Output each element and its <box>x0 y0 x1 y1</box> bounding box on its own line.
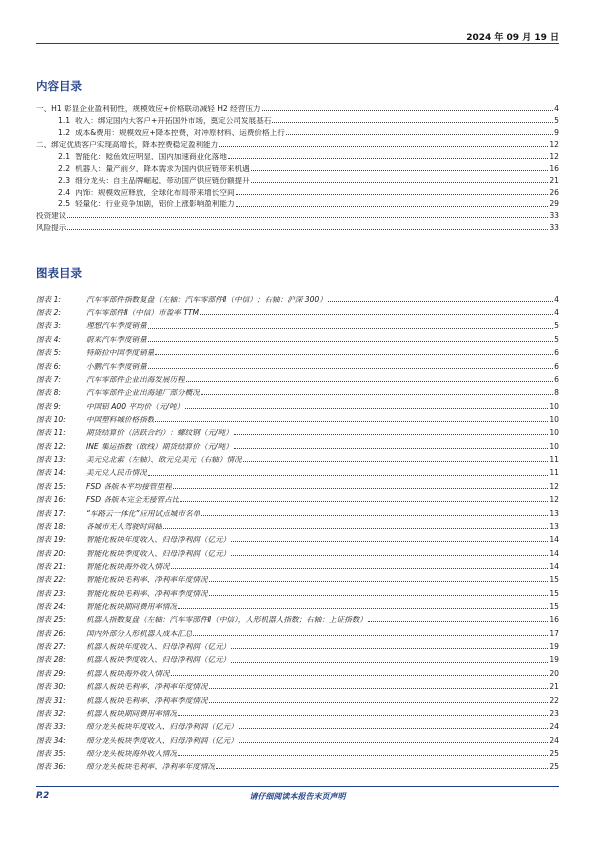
figure-entry-title: 机器人板块期间费用率情况 <box>86 709 178 718</box>
toc-entry-title: 细分龙头：自主品牌崛起，带动国产供应链份额提升 <box>75 176 250 185</box>
dot-leader <box>231 648 548 649</box>
toc-entry-title: 收入：绑定国内大客户+开拓国外市场，奠定公司发展基石 <box>75 117 272 125</box>
figure-entry-number: 图表 1: <box>36 294 61 304</box>
figure-entry-number: 图表 30: <box>36 682 66 692</box>
figure-entry[interactable] <box>36 464 559 477</box>
dot-leader <box>201 515 548 516</box>
dot-leader <box>209 702 549 703</box>
toc-entry[interactable] <box>36 172 559 184</box>
figure-entry[interactable] <box>36 637 559 650</box>
dot-leader <box>200 314 553 315</box>
toc-entry-page: 9 <box>554 128 559 138</box>
dot-leader <box>178 608 548 609</box>
figure-entry-page: 14 <box>549 561 559 571</box>
figure-entry[interactable] <box>36 303 559 316</box>
toc-entry-number: 2.1 <box>58 151 71 161</box>
dot-leader <box>251 170 549 171</box>
figure-entry[interactable] <box>36 677 559 690</box>
toc-entry-page: 16 <box>549 163 559 173</box>
figure-entry-title: 各城市无人驾驶时间轴 <box>86 522 162 531</box>
dot-leader <box>178 715 548 716</box>
toc-heading: 内容目录 <box>36 79 82 93</box>
dot-leader <box>209 595 549 596</box>
figure-entry-page: 11 <box>549 455 559 465</box>
dot-leader <box>201 394 553 395</box>
toc-entry-number: 2.4 <box>58 187 71 197</box>
figure-entry[interactable] <box>36 664 559 677</box>
figure-entry-page: 13 <box>549 508 559 518</box>
figure-entry-number: 图表 6: <box>36 361 61 371</box>
report-date: 2024 年 09 月 19 日 <box>466 33 559 43</box>
toc-entry-page: 5 <box>554 116 559 126</box>
figure-entry-number: 图表 24: <box>36 602 66 612</box>
figure-entry-title: 机器人指数复盘（左轴：汽车零部件Ⅱ（中信），人形机器人指数；右轴：上证指数） <box>86 616 367 624</box>
toc-entry-page: 33 <box>549 223 559 233</box>
figure-entry[interactable] <box>36 370 559 383</box>
figure-entry-number: 图表 16: <box>36 495 66 505</box>
figure-entry-number: 图表 35: <box>36 748 66 758</box>
toc-entry-title: 机器人：量产前夕，降本需求为国内供应链带来机遇 <box>75 164 250 173</box>
figure-entry[interactable] <box>36 397 559 410</box>
figure-entry-number: 图表 20: <box>36 548 66 558</box>
dot-leader <box>262 110 554 111</box>
dot-leader <box>243 461 549 462</box>
dot-leader <box>286 134 553 135</box>
dot-leader <box>236 206 549 207</box>
figure-entry-number: 图表 7: <box>36 374 61 384</box>
figure-entry-page: 6 <box>554 348 559 358</box>
dot-leader <box>216 768 548 769</box>
figure-entry-title: 汽车零部件指数复盘（左轴：汽车零部件Ⅱ（中信）；右轴：沪深 300） <box>86 295 327 304</box>
figure-entry-title: 智能化板块海外收入情况 <box>86 562 170 571</box>
figure-entry[interactable] <box>36 651 559 664</box>
figure-entry-title: 智能化板块毛利率、净利率季度情况 <box>86 589 208 598</box>
figure-entry-title: 汽车零部件企业出海建厂部分概况 <box>86 389 200 397</box>
toc-entry[interactable] <box>36 101 559 113</box>
figure-entry-page: 12 <box>549 481 559 491</box>
figure-entry-title: FSD 各版本完全无接管占比 <box>86 496 180 504</box>
figure-entry-number: 图表 17: <box>36 508 66 518</box>
figure-entry-number: 图表 25: <box>36 615 66 625</box>
figure-entry-title: “车路云一体化”应用试点城市名单 <box>86 509 201 518</box>
figure-entry[interactable] <box>36 530 559 543</box>
toc-entry-title: 二、绑定优质客户实现高增长，降本控费稳定盈利能力 <box>36 140 219 149</box>
dot-leader <box>219 146 548 147</box>
dot-leader <box>178 755 548 756</box>
dot-leader <box>155 421 548 422</box>
toc-entry[interactable] <box>36 220 559 232</box>
dot-leader <box>193 635 548 636</box>
figure-entry-number: 图表 13: <box>36 455 66 465</box>
figure-entry-page: 15 <box>549 602 559 612</box>
figure-entry[interactable] <box>36 704 559 717</box>
dot-leader <box>231 555 548 556</box>
dot-leader <box>148 328 553 329</box>
figure-entry-page: 10 <box>549 401 559 411</box>
figure-entry-number: 图表 36: <box>36 762 66 772</box>
toc-entry-title: 轻量化：行业竞争加剧，铝价上涨影响盈利能力 <box>75 200 235 209</box>
dot-leader <box>185 408 548 409</box>
figure-entry-title: 美元兑人民币情况 <box>86 469 147 478</box>
figure-entry-page: 17 <box>549 628 559 638</box>
figure-entry-title: 中国铝 A00 平均价（元/吨） <box>86 402 185 411</box>
figure-entry-number: 图表 34: <box>36 735 66 745</box>
figure-entry[interactable] <box>36 450 559 463</box>
figure-entry-page: 20 <box>549 668 559 678</box>
figure-entry[interactable] <box>36 477 559 490</box>
dot-leader <box>228 158 548 159</box>
toc-entry-page: 26 <box>549 187 559 197</box>
toc-entry-title: 智能化：鲶鱼效应明显，国内加速商业化落地 <box>75 152 227 161</box>
figure-entry-page: 5 <box>554 321 559 331</box>
figure-entry-title: 汽车零部件企业出海发展历程 <box>86 375 185 384</box>
figure-entry-title: 汽车零部件Ⅱ（中信）市盈率 TTM <box>86 309 200 317</box>
figure-entry[interactable] <box>36 544 559 557</box>
figure-entry-number: 图表 18: <box>36 521 66 531</box>
figure-entry[interactable] <box>36 490 559 503</box>
toc-list <box>36 101 559 232</box>
figure-entry-page: 10 <box>549 428 559 438</box>
toc-entry-number: 1.2 <box>58 128 71 138</box>
dot-leader <box>234 434 548 435</box>
toc-entry-page: 4 <box>554 104 559 114</box>
dot-leader <box>234 448 549 449</box>
figure-entry-title: 机器人板块毛利率、净利率年度情况 <box>86 683 208 691</box>
toc-entry[interactable] <box>36 113 559 125</box>
toc-entry-page: 21 <box>549 175 559 185</box>
figure-entry-number: 图表 15: <box>36 481 66 491</box>
dot-leader <box>328 301 553 302</box>
figure-entry-page: 21 <box>549 682 559 692</box>
dot-leader <box>148 475 549 476</box>
figure-entry[interactable] <box>36 718 559 731</box>
dot-leader <box>148 368 553 369</box>
figure-index-list <box>36 290 559 771</box>
dot-leader <box>231 541 548 542</box>
dot-leader <box>231 662 548 663</box>
figure-entry-page: 14 <box>549 548 559 558</box>
figure-entry[interactable] <box>36 611 559 624</box>
figure-entry-number: 图表 28: <box>36 655 66 665</box>
figure-entry-page: 8 <box>554 388 559 398</box>
figure-entry-page: 13 <box>549 521 559 531</box>
toc-entry[interactable] <box>36 149 559 161</box>
toc-entry[interactable] <box>36 208 559 220</box>
figure-entry-page: 12 <box>549 495 559 505</box>
figure-entry-page: 10 <box>549 441 559 451</box>
figure-entry[interactable] <box>36 330 559 343</box>
figure-entry-number: 图表 9: <box>36 401 61 411</box>
toc-entry-number: 2.3 <box>58 175 71 185</box>
figure-entry[interactable] <box>36 758 559 771</box>
figure-entry-page: 4 <box>554 308 559 318</box>
figure-entry-title: 蔚来汽车季度销量 <box>86 335 147 344</box>
figure-entry[interactable] <box>36 317 559 330</box>
toc-entry-title: 内饰：规模效应释放，全球化布局带来增长空间 <box>75 188 235 197</box>
figure-entry[interactable] <box>36 384 559 397</box>
figure-entry-title: 机器人板块季度收入、归母净利润（亿元） <box>86 656 231 665</box>
figure-entry-title: 国内外部分人形机器人成本汇总 <box>86 629 193 638</box>
figure-entry-number: 图表 12: <box>36 441 66 451</box>
toc-entry-number: 1.1 <box>58 116 71 126</box>
dot-leader <box>236 194 549 195</box>
dot-leader <box>239 742 548 743</box>
figure-entry-title: 细分龙头板块季度收入、归母净利润（亿元） <box>86 736 238 745</box>
figure-entry-page: 14 <box>549 535 559 545</box>
figure-entry-page: 25 <box>549 762 559 772</box>
figure-entry-number: 图表 5: <box>36 348 61 358</box>
toc-entry[interactable] <box>36 196 559 208</box>
figure-entry[interactable] <box>36 357 559 370</box>
figure-entry[interactable] <box>36 597 559 610</box>
dot-leader <box>173 488 549 489</box>
figure-entry-page: 6 <box>554 361 559 371</box>
figure-entry-number: 图表 2: <box>36 308 61 318</box>
figure-entry[interactable] <box>36 731 559 744</box>
toc-entry[interactable] <box>36 125 559 137</box>
toc-entry-title: 一、H1 彰显企业盈利韧性，规模效应+价格联动减轻 H2 经营压力 <box>36 105 261 113</box>
dot-leader <box>272 122 553 123</box>
figure-entry-number: 图表 14: <box>36 468 66 478</box>
figure-entry-title: 智能化板块期间费用率情况 <box>86 603 178 611</box>
dot-leader <box>239 728 548 729</box>
figure-entry[interactable] <box>36 517 559 530</box>
figure-entry[interactable] <box>36 410 559 423</box>
figure-entry[interactable] <box>36 691 559 704</box>
figure-entry-number: 图表 19: <box>36 535 66 545</box>
figure-entry-title: 美元兑北索（左轴）、欧元兑美元（右轴）情况 <box>86 456 242 464</box>
toc-entry-number: 2.2 <box>58 163 71 173</box>
figure-entry-title: 中国塑料城价格指数 <box>86 416 155 424</box>
figure-entry-number: 图表 33: <box>36 722 66 732</box>
figure-entry-title: 细分龙头板块海外收入情况 <box>86 749 178 758</box>
toc-entry-title: 风险提示 <box>36 224 67 232</box>
figure-entry[interactable] <box>36 744 559 757</box>
toc-entry-number: 2.5 <box>58 199 71 209</box>
figure-entry-page: 24 <box>549 722 559 732</box>
toc-entry[interactable] <box>36 137 559 149</box>
dot-leader <box>209 688 549 689</box>
dot-leader <box>155 354 553 355</box>
footer-divider <box>36 786 559 787</box>
toc-entry-page: 12 <box>549 151 559 161</box>
figure-entry-title: INE 集运指数（欧线）期货结算价（元/吨） <box>86 442 233 451</box>
figure-entry-page: 6 <box>554 374 559 384</box>
toc-entry-page: 12 <box>549 139 559 149</box>
dot-leader <box>171 568 549 569</box>
figure-entry-page: 22 <box>549 695 559 705</box>
figure-entry-number: 图表 4: <box>36 334 61 344</box>
figure-entry[interactable] <box>36 624 559 637</box>
figure-entry-title: 特斯拉中国季度销量 <box>86 349 155 357</box>
figure-entry-number: 图表 3: <box>36 321 61 331</box>
figure-entry[interactable] <box>36 504 559 517</box>
figure-entry-title: 小鹏汽车季度销量 <box>86 362 147 371</box>
figure-entry-title: 机器人板块毛利率、净利率季度情况 <box>86 696 208 705</box>
figure-entry-page: 23 <box>549 708 559 718</box>
figure-entry-title: 机器人板块年度收入、归母净利润（亿元） <box>86 643 231 651</box>
figure-entry[interactable] <box>36 571 559 584</box>
figure-entry-number: 图表 26: <box>36 628 66 638</box>
dot-leader <box>171 675 549 676</box>
figure-entry-number: 图表 27: <box>36 642 66 652</box>
figure-entry[interactable] <box>36 290 559 303</box>
figure-entry-title: 机器人板块海外收入情况 <box>86 669 170 678</box>
dot-leader <box>209 581 549 582</box>
figure-index-heading: 图表目录 <box>36 266 82 280</box>
figure-entry-title: 理想汽车季度销量 <box>86 322 147 331</box>
figure-entry-number: 图表 32: <box>36 708 66 718</box>
figure-entry-page: 10 <box>549 415 559 424</box>
figure-entry-number: 图表 29: <box>36 668 66 678</box>
disclaimer-notice: 请仔细阅读本报告末页声明 <box>249 792 346 801</box>
figure-entry-title: 期货结算价（活跃合约）：螺纹钢（元/吨） <box>86 429 233 437</box>
toc-entry-page: 33 <box>549 211 559 221</box>
figure-entry-page: 25 <box>549 748 559 758</box>
figure-entry-title: 智能化板块年度收入、归母净利润（亿元） <box>86 536 231 544</box>
figure-entry-page: 24 <box>549 735 559 745</box>
figure-entry-page: 19 <box>549 642 559 652</box>
figure-entry[interactable] <box>36 557 559 570</box>
figure-entry[interactable] <box>36 437 559 450</box>
figure-entry-title: 智能化板块毛利率、净利率年度情况 <box>86 576 208 584</box>
toc-entry[interactable] <box>36 160 559 172</box>
figure-entry-page: 11 <box>549 468 559 478</box>
figure-entry-title: 细分龙头板块毛利率、净利率年度情况 <box>86 763 216 771</box>
figure-entry[interactable] <box>36 343 559 356</box>
figure-entry[interactable] <box>36 584 559 597</box>
toc-entry-title: 投资建议 <box>36 212 67 220</box>
figure-entry-page: 16 <box>549 615 559 625</box>
dot-leader <box>251 182 549 183</box>
dot-leader <box>180 501 548 502</box>
dot-leader <box>186 381 553 382</box>
figure-entry-number: 图表 8: <box>36 388 61 398</box>
dot-leader <box>163 528 548 529</box>
figure-entry-number: 图表 21: <box>36 561 66 571</box>
dot-leader <box>67 229 548 230</box>
dot-leader <box>368 621 548 622</box>
figure-entry-page: 5 <box>554 334 559 344</box>
figure-entry-title: 细分龙头板块年度收入、归母净利润（亿元） <box>86 723 238 731</box>
figure-entry-page: 19 <box>549 655 559 665</box>
dot-leader <box>67 217 548 218</box>
figure-entry-number: 图表 31: <box>36 695 66 705</box>
figure-entry-number: 图表 23: <box>36 588 66 598</box>
figure-entry-number: 图表 22: <box>36 575 66 585</box>
toc-entry-page: 29 <box>549 199 559 209</box>
toc-entry-title: 成本&费用：规模效应+降本控费，对冲原材料、运费价格上行 <box>75 129 285 137</box>
toc-entry[interactable] <box>36 184 559 196</box>
header-divider <box>36 43 559 44</box>
figure-entry-page: 15 <box>549 575 559 585</box>
figure-entry-page: 4 <box>554 294 559 304</box>
figure-entry-title: 智能化板块季度收入、归母净利润（亿元） <box>86 549 231 558</box>
figure-entry[interactable] <box>36 424 559 437</box>
figure-entry-number: 图表 10: <box>36 415 66 424</box>
figure-entry-title: FSD 各版本平均接管里程 <box>86 482 172 491</box>
figure-entry-number: 图表 11: <box>36 428 66 438</box>
page-number: P.2 <box>36 791 50 801</box>
figure-entry-page: 15 <box>549 588 559 598</box>
dot-leader <box>148 341 553 342</box>
